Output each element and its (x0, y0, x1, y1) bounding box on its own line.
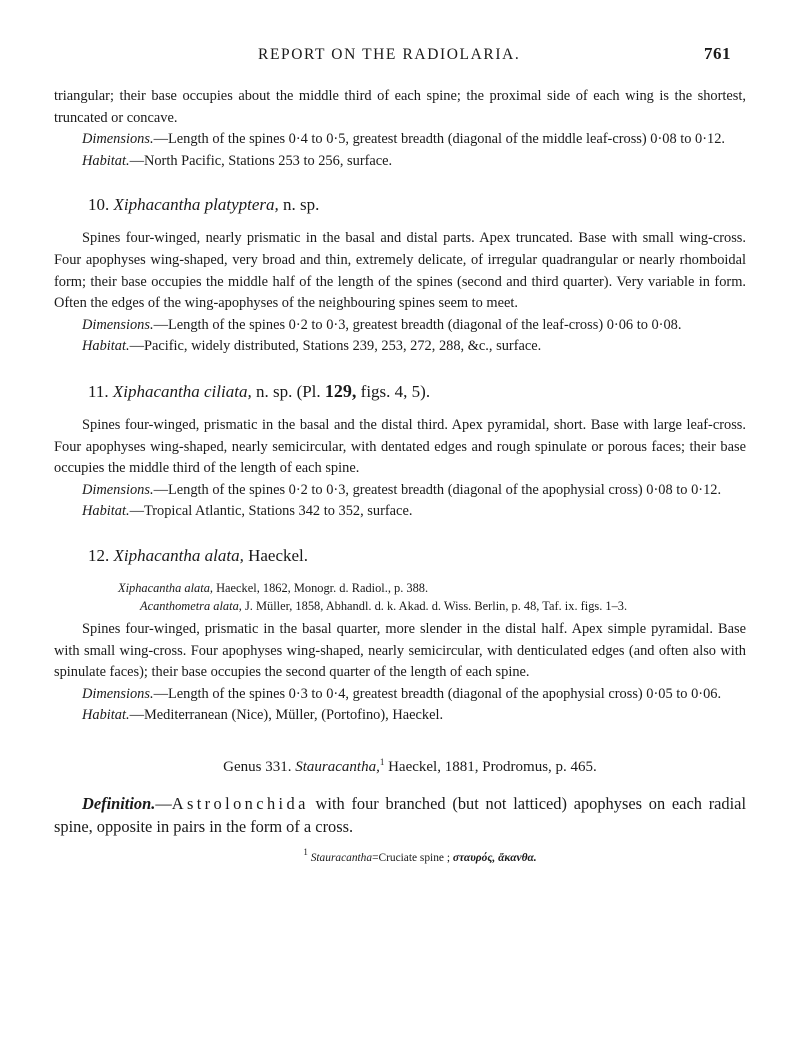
footnote-greek: σταυρός, ἄκανθα. (452, 851, 537, 864)
page-number: 761 (704, 44, 731, 63)
habitat-label: Habitat. (82, 503, 130, 520)
synonym-name: Acanthometra alata, (140, 598, 242, 613)
habitat-paragraph (54, 501, 746, 523)
dimensions-label: Dimensions. (82, 481, 154, 498)
synonym-entry (118, 597, 746, 615)
species-description: Spines four-winged, prismatic in the basal quarter, more slender in the distal half. Apex simple pyramidal. Base with small wing-cross. Four apophyses wing-shaped, nearly semicircular, with denticulated edges (and often also with spinulate faces); their base occupies the second quarter of the length of each spine. (54, 620, 746, 681)
species-author: n. sp. (Pl. (255, 381, 321, 401)
plate-number: 129, (324, 380, 357, 401)
species-heading (54, 545, 746, 567)
habitat-text: —North Pacific, Stations 253 to 256, surface. (129, 152, 393, 169)
footnote-term: Stauracantha (310, 851, 373, 864)
definition-text: with four branched (but not latticed) apophyses on each radial spine, opposite in pairs in the form of a cross. (54, 793, 747, 836)
figure-reference: figs. 4, 5). (360, 381, 431, 401)
dimensions-text: —Length of the spines 0·3 to 0·4, greatest breadth (diagonal of the apophysial cross) 0·05 to 0·06. (153, 685, 722, 702)
footnote-number: 1 (303, 846, 308, 857)
footnote-marker: 1 (379, 756, 385, 767)
dimensions-text: —Length of the spines 0·4 to 0·5, greatest breadth (diagonal of the middle leaf-cross) 0·08 to 0·12. (153, 131, 726, 148)
species-author: n. sp. (283, 195, 320, 215)
habitat-label: Habitat. (82, 707, 130, 724)
habitat-paragraph (54, 705, 746, 727)
synonymy (54, 579, 746, 615)
habitat-text: —Mediterranean (Nice), Müller, (Portofino), Haeckel. (129, 707, 444, 724)
species-name: Xiphacantha platyptera, (113, 195, 279, 215)
dimensions-text: —Length of the spines 0·2 to 0·3, greatest breadth (diagonal of the apophysial cross) 0·08 to 0·12. (153, 481, 722, 498)
habitat-text: —Pacific, widely distributed, Stations 239, 253, 272, 288, &c., surface. (129, 338, 542, 355)
dimensions-paragraph (54, 315, 746, 337)
running-header (0, 46, 800, 70)
definition-label: Definition. (82, 793, 156, 813)
species-name: Xiphacantha ciliata, (112, 381, 252, 401)
footnote (54, 844, 746, 866)
footnote-text: =Cruciate spine ; (372, 851, 450, 864)
synonym-entry (118, 579, 746, 597)
synonym-citation: J. Müller, 1858, Abhandl. d. k. Akad. d. Wiss. Berlin, p. 48, Taf. ix. figs. 1–3. (244, 598, 628, 613)
dimensions-paragraph (54, 684, 746, 706)
dimensions-label: Dimensions. (82, 316, 154, 333)
dimensions-label: Dimensions. (82, 685, 154, 702)
habitat-text: —Tropical Atlantic, Stations 342 to 352, surface. (129, 503, 413, 520)
genus-authority: Haeckel, 1881, Prodromus, p. 465. (388, 758, 597, 775)
species-name: Xiphacantha alata, (113, 545, 244, 565)
dimensions-label: Dimensions. (82, 131, 154, 148)
genus-name: Stauracantha, (295, 758, 380, 775)
species-number: 12. (88, 545, 110, 565)
species-description: Spines four-winged, nearly prismatic in the basal and distal parts. Apex truncated. Base with small wing-cross. Four apophyses wing-shaped, very broad and thin, extremely delicate, of irregular quadrangular or nearly rhomboidal form; their base occupies the middle half of the length of the spines (second and third quarter). Very variable in form. Often the edges of the wing-apophyses of the neighbouring spines seem to meet. (54, 230, 746, 312)
habitat-label: Habitat. (82, 152, 130, 169)
dimensions-paragraph (54, 480, 746, 502)
genus-number: Genus 331. (223, 758, 292, 775)
genus-definition (54, 792, 746, 838)
synonym-citation: Haeckel, 1862, Monogr. d. Radiol., p. 388. (216, 580, 429, 595)
definition-family: Astrolonchida (171, 793, 309, 813)
dimensions-paragraph (54, 129, 746, 151)
species-heading (54, 380, 746, 403)
synonym-name: Xiphacantha alata, (118, 580, 213, 595)
species-number: 11. (88, 381, 109, 401)
main-text (54, 86, 746, 866)
species-author: Haeckel. (248, 545, 309, 565)
species-description: Spines four-winged, prismatic in the basal and the distal third. Apex pyramidal, short. Base with large leaf-cross. Four apophyses wing-shaped, nearly semicircular, with dentated edges and rough spinulate or porous faces; their base occupies the middle third of the length of each spine. (54, 416, 746, 477)
continued-description: triangular; their base occupies about the middle third of each spine; the proximal side of each wing is the shortest, truncated or concave. (54, 88, 746, 126)
dimensions-text: —Length of the spines 0·2 to 0·3, greatest breadth (diagonal of the leaf-cross) 0·06 to 0·08. (153, 316, 682, 333)
running-title: REPORT ON THE RADIOLARIA. (258, 46, 521, 63)
species-number: 10. (88, 195, 110, 215)
definition-dash: — (155, 793, 172, 813)
habitat-label: Habitat. (82, 338, 130, 355)
species-heading (54, 194, 746, 216)
habitat-paragraph (54, 151, 746, 173)
genus-heading (54, 751, 746, 778)
habitat-paragraph (54, 336, 746, 358)
